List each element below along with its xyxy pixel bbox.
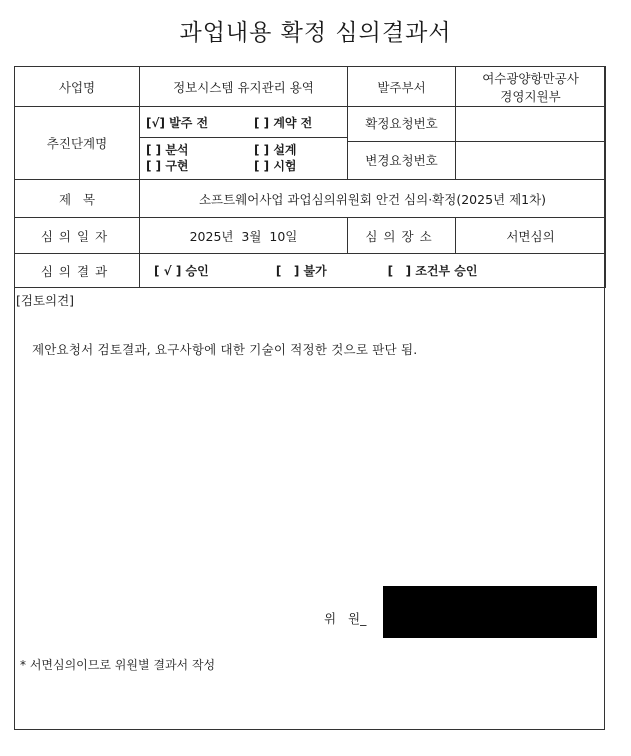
stage-option-implementation[interactable]: [ ] 구현 <box>146 158 189 173</box>
result-label: 심의결과 <box>15 254 140 288</box>
stage-option-analysis[interactable]: [ ] 분석 <box>146 142 189 157</box>
stage-options <box>140 107 348 180</box>
project-row <box>15 67 606 107</box>
client-dept-label: 발주부서 <box>348 67 456 107</box>
project-value: 정보시스템 유지관리 용역 <box>140 67 348 107</box>
document-title: 과업내용 확정 심의결과서 <box>179 20 452 46</box>
committee-member-label: 위 원_ <box>324 611 367 626</box>
date-label: 심의일자 <box>15 218 140 254</box>
review-opinion-text: 제안요청서 검토결과, 요구사항에 대한 기술이 적정한 것으로 판단 됨. <box>32 342 418 357</box>
result-options <box>140 254 606 288</box>
stage-label: 추진단계명 <box>15 107 140 180</box>
stage-option-test[interactable]: [ ] 시험 <box>254 158 297 173</box>
result-option-conditional[interactable]: [ ] 조건부 승인 <box>387 264 478 278</box>
confirm-request-label: 확정요청번호 <box>348 107 455 142</box>
result-option-approve[interactable]: [ √ ] 승인 <box>154 264 209 278</box>
result-option-reject[interactable]: [ ] 불가 <box>275 264 327 278</box>
subject-label: 제 목 <box>15 180 140 218</box>
stage-option-design[interactable]: [ ] 설계 <box>254 142 297 157</box>
request-number-values <box>456 107 606 180</box>
place-label: 심의장소 <box>348 218 456 254</box>
date-row <box>15 218 606 254</box>
date-value: 2025년 3월 10일 <box>140 218 348 254</box>
change-request-label: 변경요청번호 <box>365 153 438 168</box>
client-dept-value <box>456 67 606 107</box>
review-info-table <box>14 66 606 288</box>
stage-option-pre-order[interactable]: [√] 발주 전 <box>146 116 209 130</box>
redacted-signature <box>383 586 597 638</box>
change-request-value <box>456 142 605 179</box>
review-opinion-label: [검토의견] <box>16 293 75 308</box>
stage-option-pre-contract[interactable]: [ ] 계약 전 <box>254 116 313 130</box>
request-number-labels <box>348 107 456 180</box>
stage-row <box>15 107 606 180</box>
project-label: 사업명 <box>15 67 140 107</box>
subject-value: 소프트웨어사업 과업심의위원회 안건 심의·확정(2025년 제1차) <box>140 180 606 218</box>
subject-row <box>15 180 606 218</box>
place-value: 서면심의 <box>456 218 606 254</box>
client-dept-unit: 경영지원부 <box>500 88 561 104</box>
result-row <box>15 254 606 288</box>
confirm-request-value <box>456 107 605 142</box>
footnote: * 서면심의이므로 위원별 결과서 작성 <box>20 658 216 672</box>
client-dept-org: 여수광양항만공사 <box>482 70 579 86</box>
